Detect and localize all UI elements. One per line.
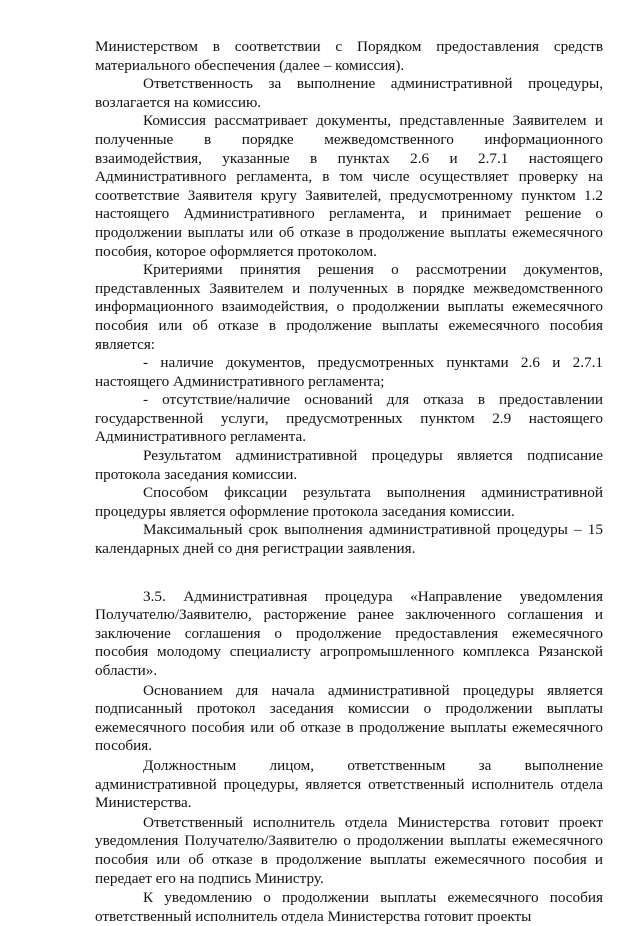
paragraph-basis: Основанием для начала административной процедуры является подписанный протокол заседания комиссии о продолжении выплаты ежемесячного пособия или об отказе в продолжение выплаты ежемесячного пособия. — [95, 681, 603, 755]
section-heading-3-5: 3.5. Административная процедура «Направление уведомления Получателю/Заявителю, расторжение ранее заключенного соглашения и заключение соглашения о продолжение предоставления ежемесячного пособия молодому специалисту агропромышленного комплекса Рязанской области». — [95, 587, 603, 679]
paragraph-responsibility: Ответственность за выполнение административной процедуры, возлагается на комиссию. — [95, 75, 603, 111]
paragraph-notification-draft: Ответственный исполнитель отдела Министерства готовит проект уведомления Получателю/Заявителю о продолжении выплаты ежемесячного пособия или об отказе в продолжение выплаты ежемесячного пособия и передает его на подпись Министру. — [95, 813, 603, 887]
paragraph-max-term: Максимальный срок выполнения административной процедуры – 15 календарных дней со дня регистрации заявления. — [95, 521, 603, 558]
paragraph-decision-criteria: Критериями принятия решения о рассмотрении документов, представленных Заявителем и полученных в порядке межведомственного информационного взаимодействия, о продолжении выплаты ежемесячного пособия или об отказе в продолжение выплаты ежемесячного пособия является: — [95, 261, 603, 353]
paragraph-fixation-method: Способом фиксации результата выполнения административной процедуры является оформление протокола заседания комиссии. — [95, 484, 603, 520]
paragraph-result: Результатом административной процедуры является подписание протокола заседания комиссии. — [95, 447, 603, 483]
paragraph-notification-attachments: К уведомлению о продолжении выплаты ежемесячного пособия ответственный исполнитель отдела Министерства готовит проекты — [95, 889, 603, 925]
document-body — [95, 38, 603, 926]
criteria-item-grounds: - отсутствие/наличие оснований для отказа в предоставлении государственной услуги, предусмотренных пунктом 2.9 настоящего Административного регламента. — [95, 391, 603, 446]
paragraph-responsible-official: Должностным лицом, ответственным за выполнение административной процедуры, является ответственный исполнитель отдела Министерства. — [95, 756, 603, 812]
criteria-item-documents: - наличие документов, предусмотренных пунктами 2.6 и 2.7.1 настоящего Административного регламента; — [95, 354, 603, 390]
paragraph-commission-review: Комиссия рассматривает документы, представленные Заявителем и полученные в порядке межведомственного информационного взаимодействия, указанные в пунктах 2.6 и 2.7.1 настоящего Административного регламента, в том числе осуществляет проверку на соответствие Заявителя кругу Заявителей, предусмотренному пунктом 1.2 настоящего Административного регламента, и принимает решение о продолжении выплаты или об отказе в продолжение выплаты ежемесячного пособия, которое оформляется протоколом. — [95, 112, 603, 260]
paragraph-commission-definition: Министерством в соответствии с Порядком предоставления средств материального обеспечения (далее – комиссия). — [95, 38, 603, 74]
